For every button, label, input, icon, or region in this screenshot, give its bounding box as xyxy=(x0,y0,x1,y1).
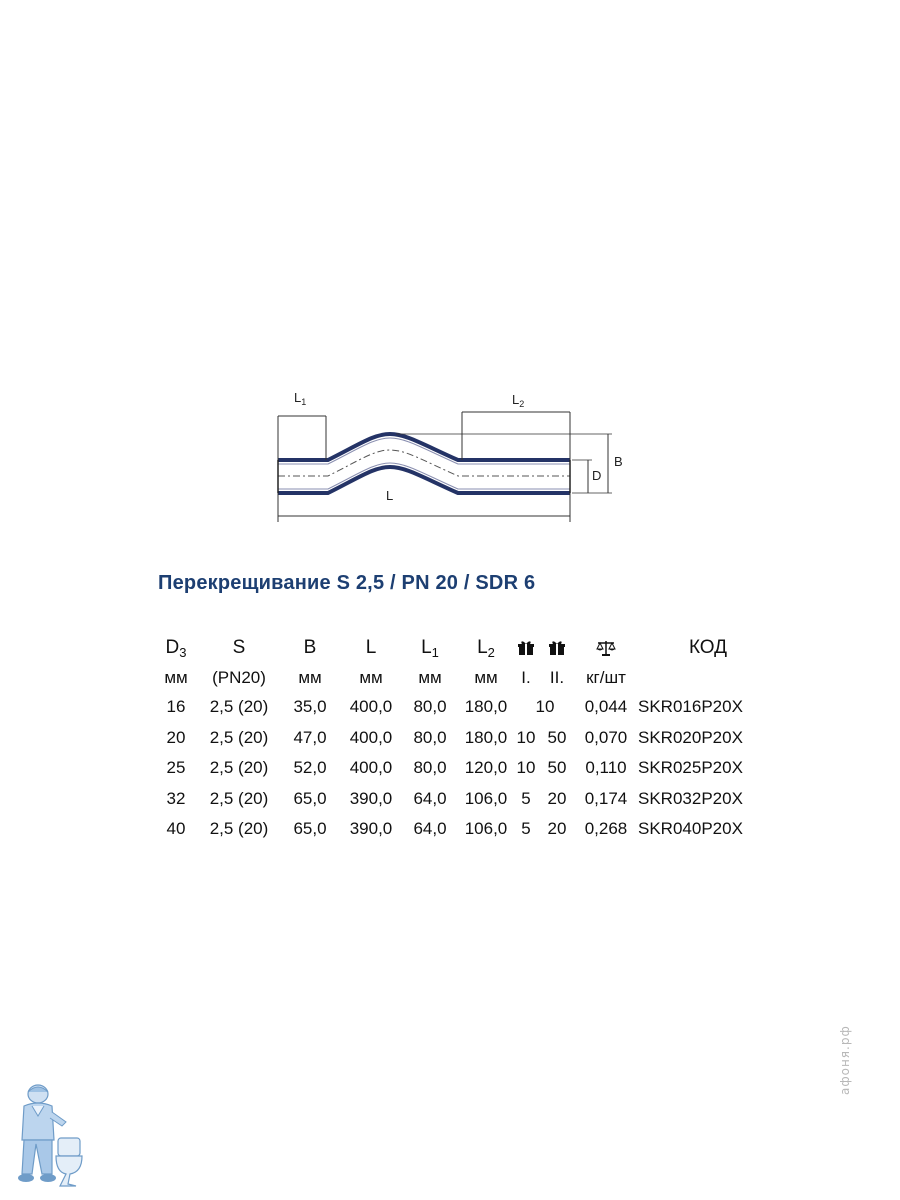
cell-l2: 180,0 xyxy=(464,697,508,717)
table-row xyxy=(154,692,780,723)
cell-l: 400,0 xyxy=(349,697,393,717)
svg-text:L2: $L_2$ xyxy=(512,392,525,409)
unit-l2: мм xyxy=(474,668,498,687)
cell-l2: 180,0 xyxy=(464,727,508,747)
unit-weight: кг/шт xyxy=(586,668,626,687)
cell-code: SKR032P20X xyxy=(638,788,743,808)
header-s: S xyxy=(232,637,246,658)
svg-text:L1: $L_1$ xyxy=(294,390,307,407)
plumber-logo-icon xyxy=(14,1082,84,1190)
cell-b: 47,0 xyxy=(293,727,327,747)
d-label: D xyxy=(592,468,602,483)
cell-l: 390,0 xyxy=(349,819,393,839)
header-b: B xyxy=(303,637,317,658)
cell-d: 25 xyxy=(166,758,186,778)
table-row xyxy=(154,753,780,784)
unit-pack2: II. xyxy=(549,668,565,687)
cell-weight: 0,070 xyxy=(584,727,628,747)
table-row xyxy=(154,723,780,754)
cell-d: 20 xyxy=(166,727,186,747)
cell-pack2: 20 xyxy=(547,819,567,839)
l2-label: L xyxy=(512,392,520,407)
header-l: L xyxy=(365,637,377,658)
cell-d: 32 xyxy=(166,788,186,808)
package-icon xyxy=(549,640,565,656)
cell-l1: 80,0 xyxy=(413,727,447,747)
cell-l: 400,0 xyxy=(349,758,393,778)
unit-pack1: I. xyxy=(521,668,531,687)
package-icon xyxy=(518,640,534,656)
cell-s: 2,5 (20) xyxy=(209,788,269,808)
cell-l1: 80,0 xyxy=(413,758,447,778)
cell-pack2: 20 xyxy=(547,788,567,808)
cell-l: 390,0 xyxy=(349,788,393,808)
unit-d: мм xyxy=(164,668,188,687)
table-row xyxy=(154,814,780,845)
header-l1: $L_1$ xyxy=(421,637,439,660)
cell-l: 400,0 xyxy=(349,727,393,747)
unit-b: мм xyxy=(298,668,322,687)
cell-s: 2,5 (20) xyxy=(209,819,269,839)
table-row xyxy=(154,784,780,815)
cell-l1: 80,0 xyxy=(413,697,447,717)
l1-label: L xyxy=(294,390,302,405)
cell-b: 35,0 xyxy=(293,697,327,717)
cell-code: SKR020P20X xyxy=(638,727,743,747)
cell-s: 2,5 (20) xyxy=(209,758,269,778)
cell-s: 2,5 (20) xyxy=(209,697,269,717)
header-d: $D_3$ xyxy=(165,637,187,660)
cell-d: 16 xyxy=(166,697,186,717)
cell-pack1: 5 xyxy=(521,788,531,808)
cell-weight: 0,044 xyxy=(584,697,628,717)
cell-b: 52,0 xyxy=(293,758,327,778)
header-code: КОД xyxy=(688,637,728,658)
cell-l1: 64,0 xyxy=(413,819,447,839)
cell-s: 2,5 (20) xyxy=(209,727,269,747)
cell-pack1: 10 xyxy=(535,697,555,717)
cell-pack2: 50 xyxy=(547,758,567,778)
unit-s: (PN20) xyxy=(212,668,266,687)
cell-code: SKR016P20X xyxy=(638,697,743,717)
cell-code: SKR040P20X xyxy=(638,819,743,839)
b-label: B xyxy=(614,454,623,469)
cell-pack1: 10 xyxy=(516,727,536,747)
unit-code xyxy=(636,664,780,692)
cell-l1: 64,0 xyxy=(413,788,447,808)
cell-d: 40 xyxy=(166,819,186,839)
spec-table xyxy=(154,632,780,845)
cell-l2: 120,0 xyxy=(464,758,508,778)
cell-l2: 106,0 xyxy=(464,819,508,839)
cell-b: 65,0 xyxy=(293,788,327,808)
cell-weight: 0,268 xyxy=(584,819,628,839)
header-row xyxy=(154,632,780,664)
cell-pack1: 10 xyxy=(516,758,536,778)
cell-pack1: 5 xyxy=(521,819,531,839)
unit-l1: мм xyxy=(418,668,442,687)
header-l2: $L_2$ xyxy=(477,637,495,660)
cell-code: SKR025P20X xyxy=(638,758,743,778)
cell-weight: 0,110 xyxy=(585,758,627,778)
l-label: L xyxy=(386,488,394,503)
site-watermark: афоня.рф xyxy=(838,1025,852,1095)
units-row xyxy=(154,664,780,692)
cell-l2: 106,0 xyxy=(464,788,508,808)
cell-weight: 0,174 xyxy=(584,788,628,808)
crossover-diagram xyxy=(250,380,630,530)
scales-icon xyxy=(596,640,616,656)
unit-l: мм xyxy=(359,668,383,687)
cell-b: 65,0 xyxy=(293,819,327,839)
cell-pack2: 50 xyxy=(547,727,567,747)
product-title: Перекрещивание S 2,5 / PN 20 / SDR 6 xyxy=(158,572,536,594)
